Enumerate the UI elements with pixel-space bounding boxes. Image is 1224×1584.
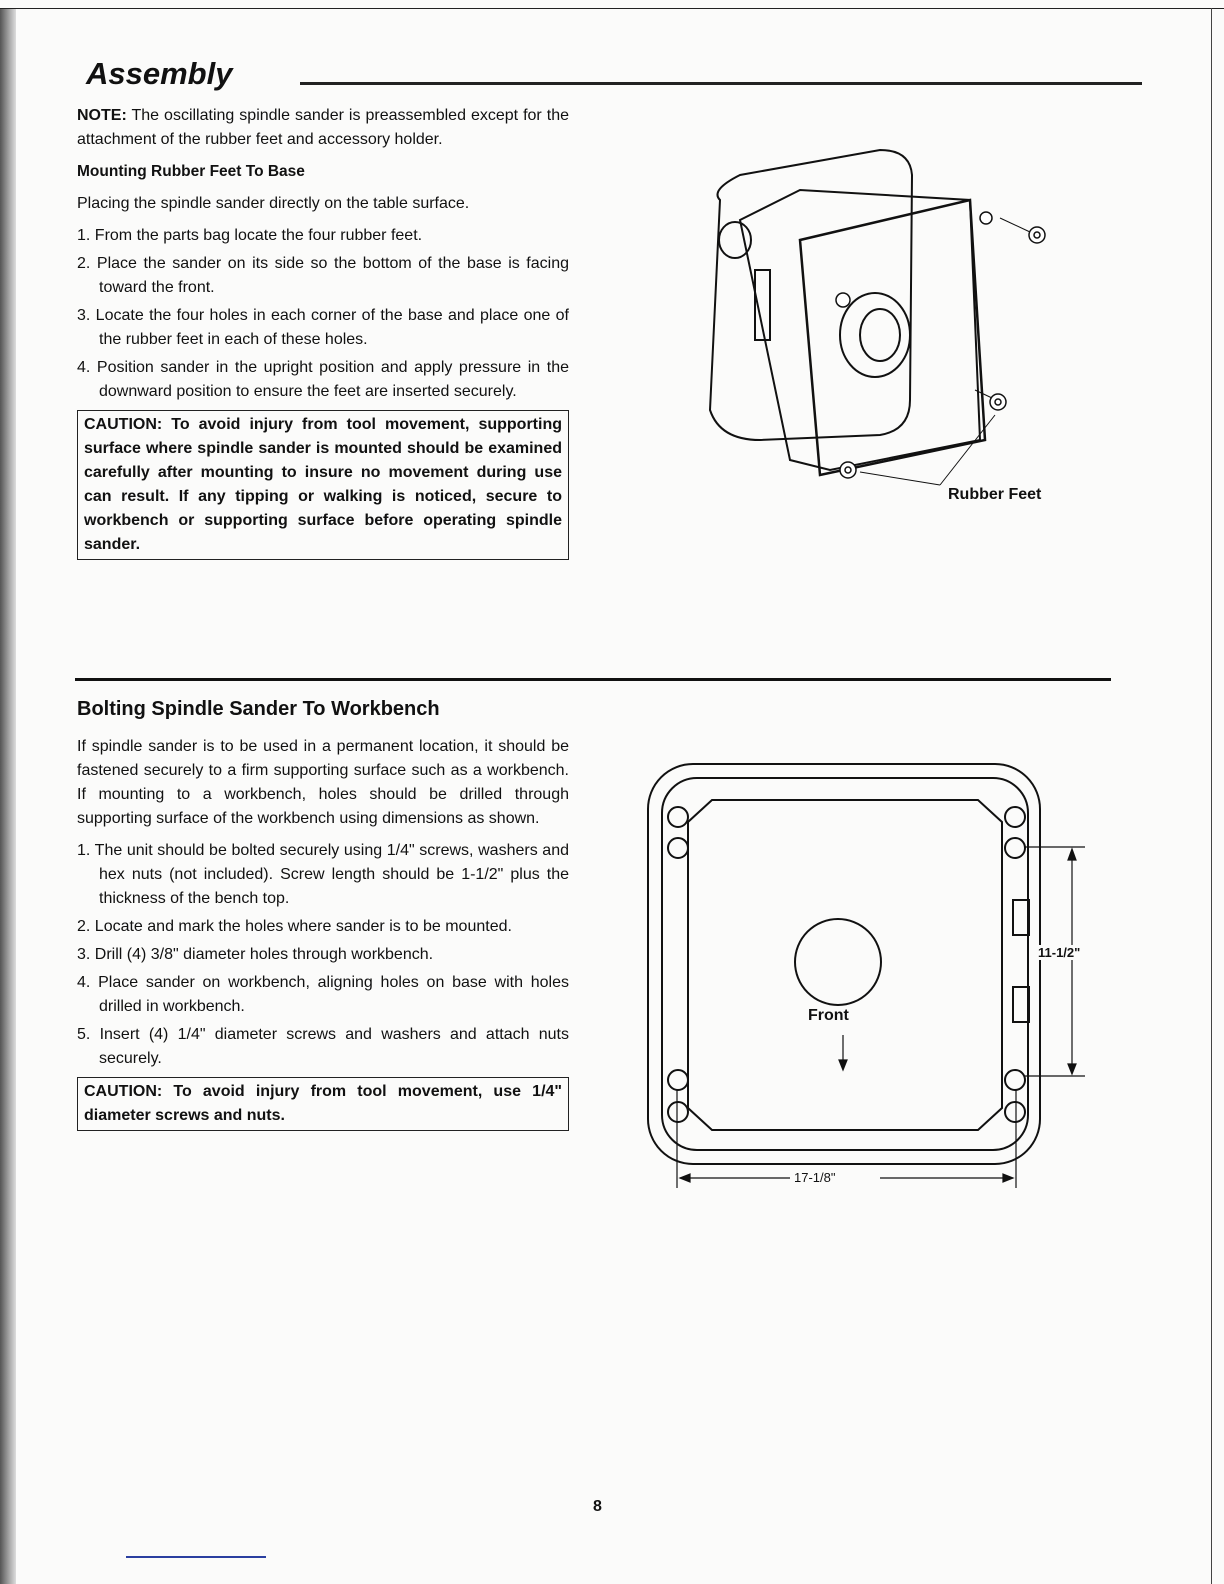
rubber-feet-label: Rubber Feet [948, 486, 1042, 503]
mount-hole [668, 1070, 688, 1090]
dimension-lines [677, 847, 1085, 1188]
bolting-intro: If spindle sander is to be used in a permanent location, it should be fastened securely to a firm supporting surface such as a workbench. If mounting to a workbench, holes should be drilled through supporting surface of the workbench using dimensions as shown. [77, 738, 569, 827]
base-dimension-figure [640, 750, 1120, 1200]
dim-vertical-label: 11-1/2" [1038, 945, 1081, 960]
step: 2. Locate and mark the holes where sander is to be mounted. [77, 918, 512, 935]
note-text: The oscillating spindle sander is preassembled except for the attachment of the rubber feet and accessory holder. [77, 107, 569, 148]
mounting-intro: Placing the spindle sander directly on the table surface. [77, 195, 470, 212]
mounting-steps [77, 224, 569, 404]
step: 4. Place sander on workbench, aligning holes on base with holes drilled in workbench. [77, 974, 569, 1015]
step: 5. Insert (4) 1/4" diameter screws and washers and attach nuts securely. [77, 1026, 569, 1067]
dim-horizontal-label: 17-1/8" [794, 1170, 836, 1185]
mount-hole [1005, 1070, 1025, 1090]
rubber-feet-figure [680, 140, 1080, 520]
bolting-steps [77, 839, 569, 1071]
bolting-heading: Bolting Spindle Sander To Workbench [77, 698, 440, 720]
step: 1. The unit should be bolted securely using 1/4" screws, washers and hex nuts (not included). Screw length should be 1-1/2" plus the thickness of the bench top. [77, 842, 569, 907]
mount-hole [668, 838, 688, 858]
front-label: Front [808, 1007, 849, 1024]
section-title: Assembly [86, 56, 233, 91]
scan-mark [126, 1556, 266, 1558]
mount-hole [1005, 838, 1025, 858]
step: 3. Drill (4) 3/8" diameter holes through workbench. [77, 946, 434, 963]
bolting-column [77, 735, 569, 1131]
section-divider [75, 678, 1111, 681]
step: 3. Locate the four holes in each corner of the base and place one of the rubber feet in each of these holes. [77, 307, 569, 348]
mounting-heading: Mounting Rubber Feet To Base [77, 163, 305, 180]
page-number: 8 [593, 1498, 602, 1515]
bolting-caution: CAUTION: To avoid injury from tool movement, use 1/4" diameter screws and nuts. [77, 1077, 569, 1131]
note-label: NOTE: [77, 107, 127, 124]
step: 2. Place the sander on its side so the bottom of the base is facing toward the front. [77, 255, 569, 296]
leader-lines [860, 218, 1030, 485]
right-border [1211, 8, 1212, 1584]
spindle-hole [795, 919, 881, 1005]
title-rule [300, 82, 1142, 85]
outer-rim [648, 764, 1040, 1164]
mounting-column [77, 104, 569, 560]
step: 4. Position sander in the upright position and apply pressure in the downward position to ensure the feet are inserted securely. [77, 359, 569, 400]
inner-plate [688, 800, 1002, 1130]
note-paragraph [77, 104, 569, 152]
top-border [0, 8, 1224, 9]
base-bottom [800, 200, 985, 475]
mounting-caution: CAUTION: To avoid injury from tool movement, supporting surface where spindle sander is mounted should be examined carefully after mounting to insure no movement during use can result. If any tipping or walking is noticed, secure to workbench or supporting surface before operating spindle sander. [77, 410, 569, 560]
scan-edge [0, 8, 16, 1584]
step: 1. From the parts bag locate the four rubber feet. [77, 227, 423, 244]
rubber-feet-icons [836, 212, 1045, 478]
base-plate [710, 150, 912, 440]
